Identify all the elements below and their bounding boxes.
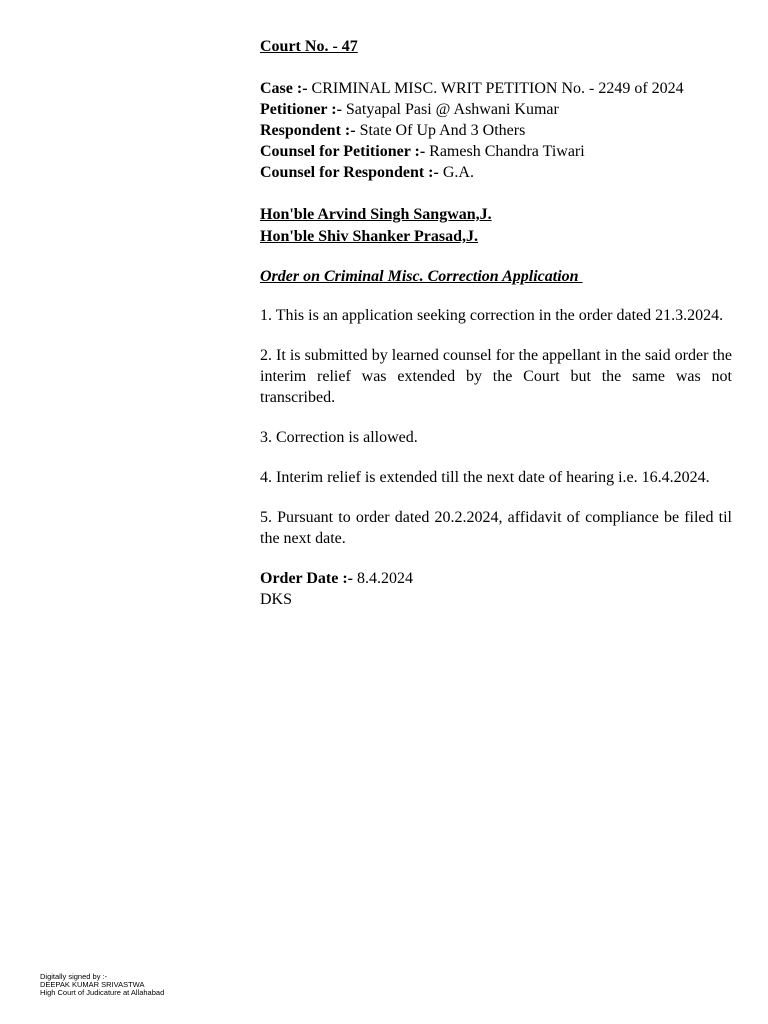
counsel-respondent-value: G.A. [442, 164, 474, 181]
petitioner-value: Satyapal Pasi @ Ashwani Kumar [345, 101, 559, 118]
counsel-petitioner-value: Ramesh Chandra Tiwari [429, 143, 585, 160]
counsel-respondent-line [260, 162, 732, 183]
case-line [260, 78, 732, 99]
order-paragraph: 3. Correction is allowed. [260, 429, 418, 446]
judge-name: Hon'ble Shiv Shanker Prasad,J. [260, 228, 478, 245]
case-value: CRIMINAL MISC. WRIT PETITION No. - 2249 of 2024 [311, 80, 684, 97]
order-paragraph: 4. Interim relief is extended till the next date of hearing i.e. 16.4.2024. [260, 469, 710, 486]
order-paragraph: 2. It is submitted by learned counsel for the appellant in the said order the interim relief was extended by the Court but the same was not transcribed. [260, 347, 732, 406]
signature-signer: DEEPAK KUMAR SRIVASTWA [40, 980, 145, 989]
digital-signature [40, 973, 164, 997]
court-number: Court No. - 47 [260, 38, 358, 55]
stenographer-initials: DKS [260, 591, 293, 608]
case-label: Case :- [260, 80, 308, 97]
judge-name: Hon'ble Arvind Singh Sangwan,J. [260, 206, 492, 223]
signature-authority: High Court of Judicature at Allahabad [40, 988, 165, 997]
counsel-petitioner-label: Counsel for Petitioner :- [260, 143, 426, 160]
case-details [260, 78, 732, 183]
order-date [260, 568, 732, 589]
signature-line: Digitally signed by :- [40, 972, 108, 981]
respondent-label: Respondent :- [260, 122, 356, 139]
order-body [260, 305, 732, 549]
respondent-value: State Of Up And 3 Others [359, 122, 526, 139]
respondent-line [260, 120, 732, 141]
order-paragraph: 5. Pursuant to order dated 20.2.2024, affidavit of compliance be filed til the next date. [260, 509, 732, 547]
order-title: Order on Criminal Misc. Correction Application [260, 268, 583, 285]
counsel-respondent-label: Counsel for Respondent :- [260, 164, 439, 181]
order-paragraph: 1. This is an application seeking correction in the order dated 21.3.2024. [260, 307, 724, 324]
petitioner-label: Petitioner :- [260, 101, 342, 118]
order-document [260, 36, 732, 610]
bench [260, 204, 732, 248]
order-date-label: Order Date :- [260, 570, 353, 587]
petitioner-line [260, 99, 732, 120]
counsel-petitioner-line [260, 141, 732, 162]
order-date-value: 8.4.2024 [357, 570, 413, 587]
